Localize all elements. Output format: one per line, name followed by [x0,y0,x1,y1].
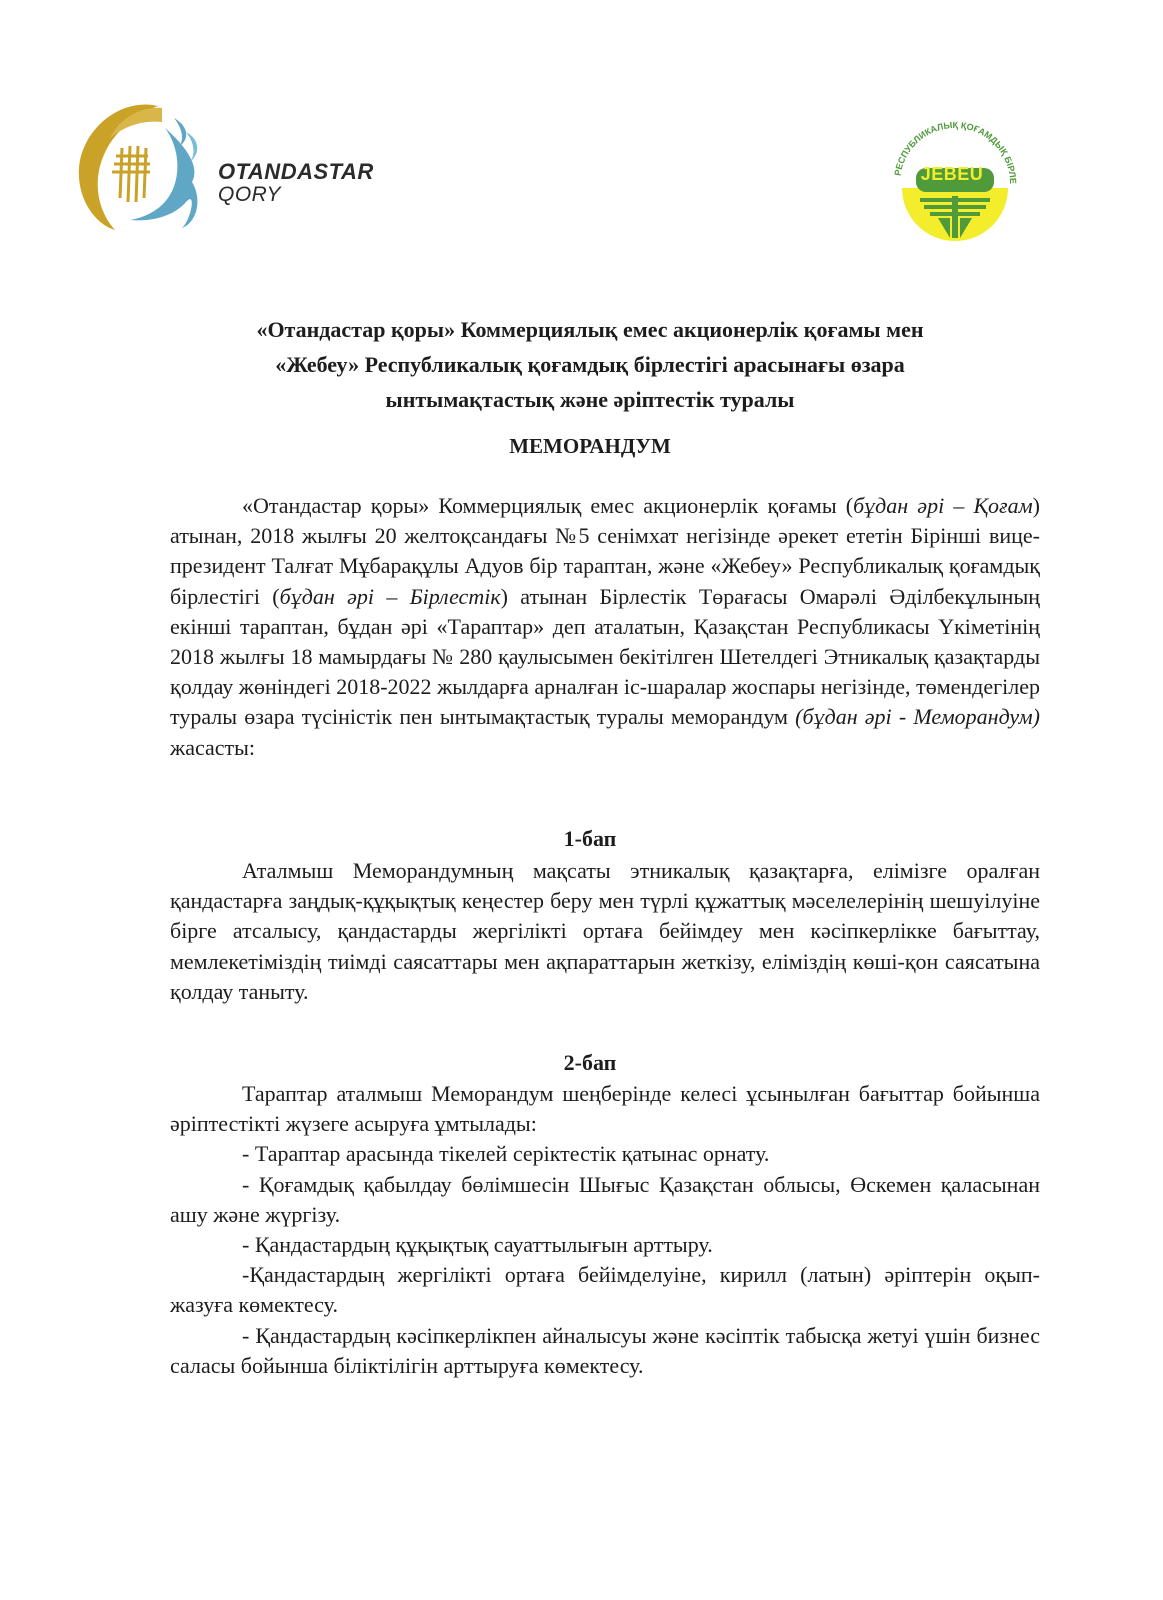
intro-italic-1: бұдан әрі – Қоғам [853,493,1033,518]
list-item: - Қандастардың құқықтық сауаттылығын арттыру. [242,1232,713,1258]
section-2-heading: 2-бап [563,1050,617,1075]
title-line-3: ынтымақтастық және әріптестік туралы [385,387,795,412]
section-2-intro: Тараптар аталмыш Меморандум шеңберінде келесі ұсынылған бағыттар бойынша әріптестікті жүзеге асыруға ұмтылады: [170,1081,1040,1137]
title-line-2: «Жебеу» Республикалық қоғамдық бірлестігі арасынағы өзара [275,352,905,377]
section-1-body [170,856,1040,1007]
title-line-1: «Отандастар қоры» Коммерциялық емес акционерлік қоғамы мен [256,317,924,342]
jebeu-ring-text: РЕСПУБЛИКАЛЫҚ ҚОҒАМДЫҚ БІРЛЕ [892,119,1019,185]
intro-italic-3: (бұдан әрі - Меморандум) [795,704,1040,730]
memorandum-heading: МЕМОРАНДУМ [509,434,671,458]
intro-text-3: ) атынан Бірлестік Төрағасы Омарәлі Әділбекұлының екінші тараптан, бұдан әрі «Тараптар» деп аталатын, Қазақстан Республикасы Үкіметінің 2018 жылғы 18 мамырдағы № 280 қаулысымен бекітілген Шетелдегі Этникалық қазақтарды қолдау жөніндегі 2018-2022 жылдарға арналған іс-шаралар жоспары негізінде, төмендегілер туралы өзара түсіністік пен ынтымақтастық туралы меморандум [170,583,1040,730]
brand-name-line1: OTANDASTAR [218,159,374,184]
section-1-heading: 1-бап [563,826,617,851]
brand-name-line2: QORY [218,183,282,206]
intro-text-1: «Отандастар қоры» Коммерциялық емес акционерлік қоғамы ( [242,493,854,518]
jebeu-logo-text: JEBEU [920,164,984,184]
otandastar-emblem-icon [70,98,210,238]
document-title [150,312,1030,417]
intro-text-4: жасасты: [170,734,256,760]
section-2-body [170,1079,1040,1381]
otandastar-qory-logo [70,98,400,238]
intro-italic-2: бұдан әрі – Бірлестік [279,583,501,609]
intro-text-2: ) атынан, 2018 жылғы 20 желтоқсандағы №5 сенімхат негізінде әрекет ететін Бірінші вице-президент Талғат Мұбарақұлы Адуов бір тараптан, және «Жебеу» Республикалық қоғамдық бірлестігі ( [170,493,1040,609]
list-item: - Тараптар арасында тікелей серіктестік қатынас орнату. [242,1141,770,1167]
list-item: -Қандастардың жергілікті ортаға бейімделуіне, кирилл (латын) әріптерін оқып-жазуға көмектесу. [170,1262,1040,1318]
intro-paragraph [170,491,1040,763]
list-item: - Қоғамдық қабылдау бөлімшесін Шығыс Қазақстан облысы, Өскемен қаласынан ашу және жүргізу. [170,1171,1040,1227]
section-1-text: Аталмыш Меморандумның мақсаты этникалық қазақтарға, елімізге оралған қандастарға заңдық-құқықтық кеңестер беру мен түрлі құжаттық мәселелерінің шешуілуіне бірге атсалысу, қандастарды жергілікті ортаға бейімдеу мен кәсіпкерлікке бағыттау, мемлекетіміздің тиімді саясаттары мен ақпараттарын жеткізу, еліміздің көші-қон саясатына қолдау таныту. [170,858,1040,1004]
list-item: - Қандастардың кәсіпкерлікпен айналысуы және кәсіптік табысқа жетуі үшін бизнес саласы бойынша біліктілігін арттыруға көмектесу. [170,1322,1040,1378]
jebeu-logo [880,108,1030,258]
